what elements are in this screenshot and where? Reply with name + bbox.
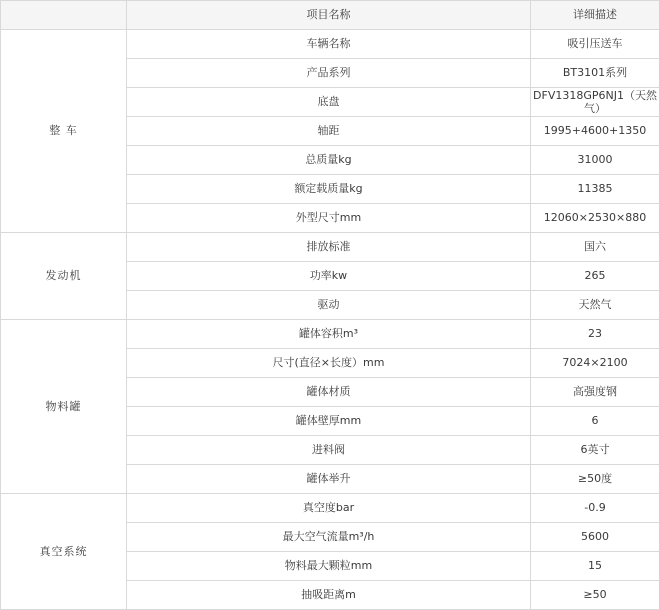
item-label: 车辆名称 [127,30,531,59]
group-label-engine: 发动机 [1,233,127,320]
item-label: 罐体容积m³ [127,320,531,349]
header-cell-item: 项目名称 [127,1,531,30]
table-row [1,494,659,523]
item-value: ≥50 [531,581,659,610]
item-label: 额定载质量kg [127,175,531,204]
item-value: 国六 [531,233,659,262]
item-label: 总质量kg [127,146,531,175]
table-header-row [1,1,659,30]
item-label: 真空度bar [127,494,531,523]
group-label-material-tank: 物料罐 [1,320,127,494]
item-label: 轴距 [127,117,531,146]
item-value: 1995+4600+1350 [531,117,659,146]
item-value: 7024×2100 [531,349,659,378]
table-row [1,233,659,262]
item-label: 功率kw [127,262,531,291]
item-value: 高强度钢 [531,378,659,407]
item-label: 产品系列 [127,59,531,88]
table-row [1,320,659,349]
item-label: 排放标准 [127,233,531,262]
item-value: DFV1318GP6NJ1（天然气） [531,88,659,117]
item-label: 罐体壁厚mm [127,407,531,436]
table-body [1,30,659,610]
item-value: 265 [531,262,659,291]
header-cell-value: 详细描述 [531,1,659,30]
item-value: 11385 [531,175,659,204]
item-value: 31000 [531,146,659,175]
item-value: 吸引压送车 [531,30,659,59]
header-cell-group [1,1,127,30]
item-value: 15 [531,552,659,581]
item-value: 6英寸 [531,436,659,465]
item-value: 23 [531,320,659,349]
table-row [1,30,659,59]
item-value: 天然气 [531,291,659,320]
item-value: BT3101系列 [531,59,659,88]
item-label: 尺寸(直径×长度）mm [127,349,531,378]
item-value: 12060×2530×880 [531,204,659,233]
item-value: ≥50度 [531,465,659,494]
item-label: 外型尺寸mm [127,204,531,233]
group-label-vacuum-system: 真空系统 [1,494,127,610]
item-label: 驱动 [127,291,531,320]
table-header [1,1,659,30]
item-label: 抽吸距离m [127,581,531,610]
item-value: 5600 [531,523,659,552]
item-label: 进料阀 [127,436,531,465]
item-label: 物料最大颗粒mm [127,552,531,581]
item-label: 罐体举升 [127,465,531,494]
group-label-vehicle: 整 车 [1,30,127,233]
item-label: 罐体材质 [127,378,531,407]
item-value: -0.9 [531,494,659,523]
item-label: 底盘 [127,88,531,117]
item-value: 6 [531,407,659,436]
item-label: 最大空气流量m³/h [127,523,531,552]
